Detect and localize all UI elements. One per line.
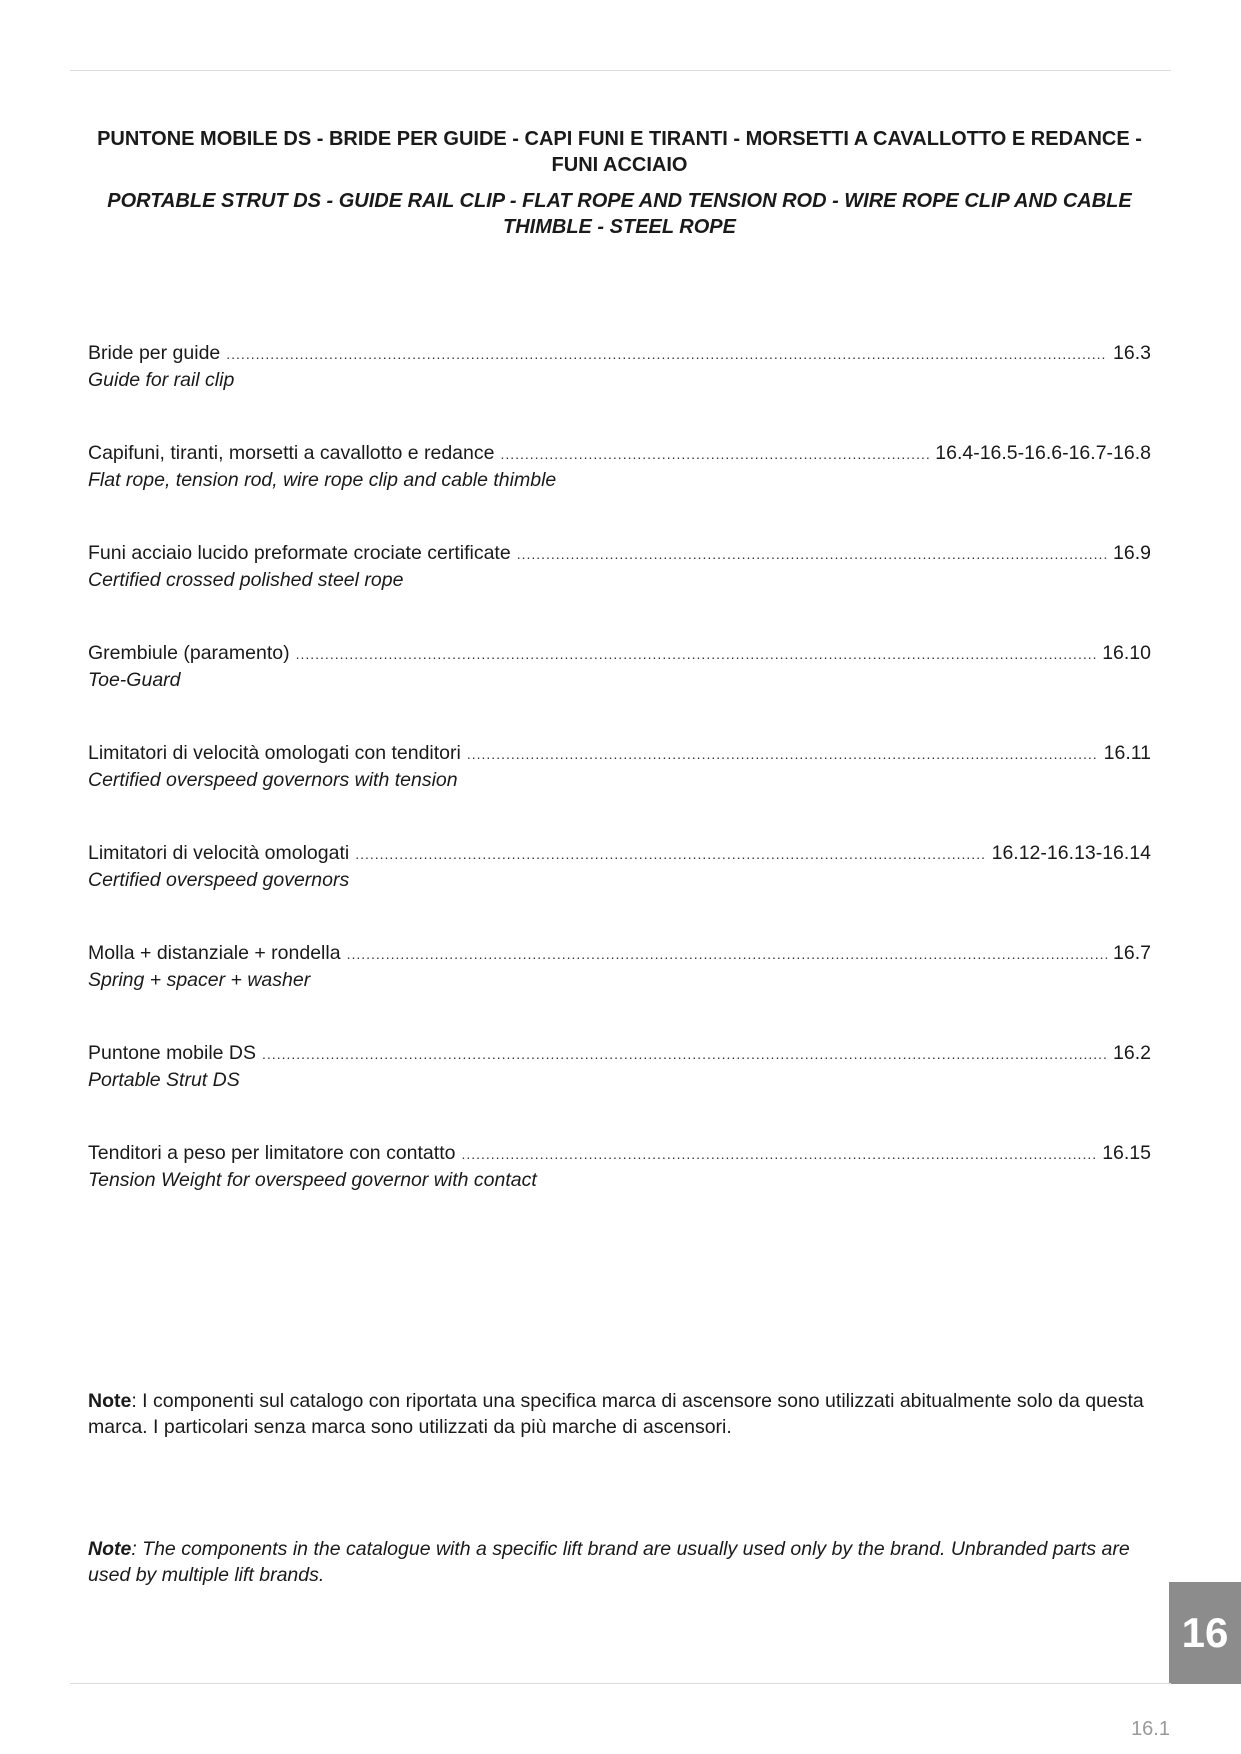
note-english xyxy=(88,1536,1151,1588)
footer-rule xyxy=(70,1683,1171,1684)
toc-entry-translation: Tension Weight for overspeed governor with contact xyxy=(88,1169,537,1191)
page-number: 16.1 xyxy=(1131,1718,1170,1740)
note-italian-text: : I componenti sul catalogo con riportata una specifica marca di ascensore sono utilizzati abitualmente solo da questa marca. I particolari senza marca sono utilizzati da più marche di ascensori. xyxy=(88,1390,1144,1438)
toc-entry-page: 16.4-16.5-16.6-16.7-16.8 xyxy=(935,442,1151,464)
note-english-label: Note xyxy=(88,1538,132,1560)
toc-entry-label: Grembiule (paramento) xyxy=(88,642,290,664)
toc-entry[interactable] xyxy=(88,440,1151,540)
toc-entry-page: 16.15 xyxy=(1102,1142,1151,1164)
header-rule xyxy=(70,70,1171,71)
toc-entry-translation: Certified overspeed governors with tension xyxy=(88,769,458,791)
toc-leader-dots xyxy=(500,441,929,467)
toc-entry[interactable] xyxy=(88,1040,1151,1140)
toc-leader-dots xyxy=(467,741,1098,767)
toc-entry-page: 16.7 xyxy=(1113,942,1151,964)
toc-leader-dots xyxy=(262,1041,1107,1067)
toc-entry-label: Limitatori di velocità omologati xyxy=(88,842,350,864)
note-italian-label: Note xyxy=(88,1390,132,1412)
toc-entry[interactable] xyxy=(88,340,1151,440)
toc-entry[interactable] xyxy=(88,840,1151,940)
toc-entry-label: Limitatori di velocità omologati con tenditori xyxy=(88,742,461,764)
toc-entry-translation: Certified overspeed governors xyxy=(88,869,350,891)
toc-entry-translation: Certified crossed polished steel rope xyxy=(88,569,404,591)
toc-entry-translation: Guide for rail clip xyxy=(88,369,235,391)
toc-leader-dots xyxy=(517,541,1107,567)
toc-entry-page: 16.12-16.13-16.14 xyxy=(991,842,1151,864)
toc-entry-label: Capifuni, tiranti, morsetti a cavallotto e redance xyxy=(88,442,495,464)
toc-entry[interactable] xyxy=(88,540,1151,640)
toc-entry-translation: Toe-Guard xyxy=(88,669,181,691)
title-italian: PUNTONE MOBILE DS - BRIDE PER GUIDE - CAPI FUNI E TIRANTI - MORSETTI A CAVALLOTTO E REDANCE - FUNI ACCIAIO xyxy=(97,128,1142,176)
toc-entry-page: 16.10 xyxy=(1102,642,1151,664)
toc-entry-page: 16.9 xyxy=(1113,542,1151,564)
toc-entry-translation: Flat rope, tension rod, wire rope clip and cable thimble xyxy=(88,469,557,491)
toc-entry-translation: Spring + spacer + washer xyxy=(88,969,311,991)
table-of-contents xyxy=(88,340,1151,1240)
toc-leader-dots xyxy=(347,941,1107,967)
toc-entry-label: Funi acciaio lucido preformate crociate certificate xyxy=(88,542,511,564)
toc-entry-page: 16.3 xyxy=(1113,342,1151,364)
toc-leader-dots xyxy=(226,341,1107,367)
toc-entry-page: 16.2 xyxy=(1113,1042,1151,1064)
toc-entry[interactable] xyxy=(88,740,1151,840)
toc-leader-dots xyxy=(461,1141,1096,1167)
toc-entry-label: Bride per guide xyxy=(88,342,221,364)
toc-leader-dots xyxy=(296,641,1097,667)
toc-entry[interactable] xyxy=(88,640,1151,740)
title-english: PORTABLE STRUT DS - GUIDE RAIL CLIP - FLAT ROPE AND TENSION ROD - WIRE ROPE CLIP AND CABLE THIMBLE - STEEL ROPE xyxy=(107,190,1132,238)
page-header xyxy=(88,126,1151,240)
toc-entry[interactable] xyxy=(88,940,1151,1040)
toc-entry-translation: Portable Strut DS xyxy=(88,1069,240,1091)
note-italian xyxy=(88,1388,1151,1440)
toc-entry-label: Puntone mobile DS xyxy=(88,1042,257,1064)
note-english-text: : The components in the catalogue with a specific lift brand are usually used only by the brand. Unbranded parts are used by multiple lift brands. xyxy=(88,1538,1130,1586)
toc-entry-label: Molla + distanziale + rondella xyxy=(88,942,341,964)
toc-entry[interactable] xyxy=(88,1140,1151,1240)
toc-entry-label: Tenditori a peso per limitatore con contatto xyxy=(88,1142,456,1164)
chapter-tab: 16 xyxy=(1169,1582,1241,1684)
toc-leader-dots xyxy=(355,841,985,867)
toc-entry-page: 16.11 xyxy=(1103,742,1151,764)
